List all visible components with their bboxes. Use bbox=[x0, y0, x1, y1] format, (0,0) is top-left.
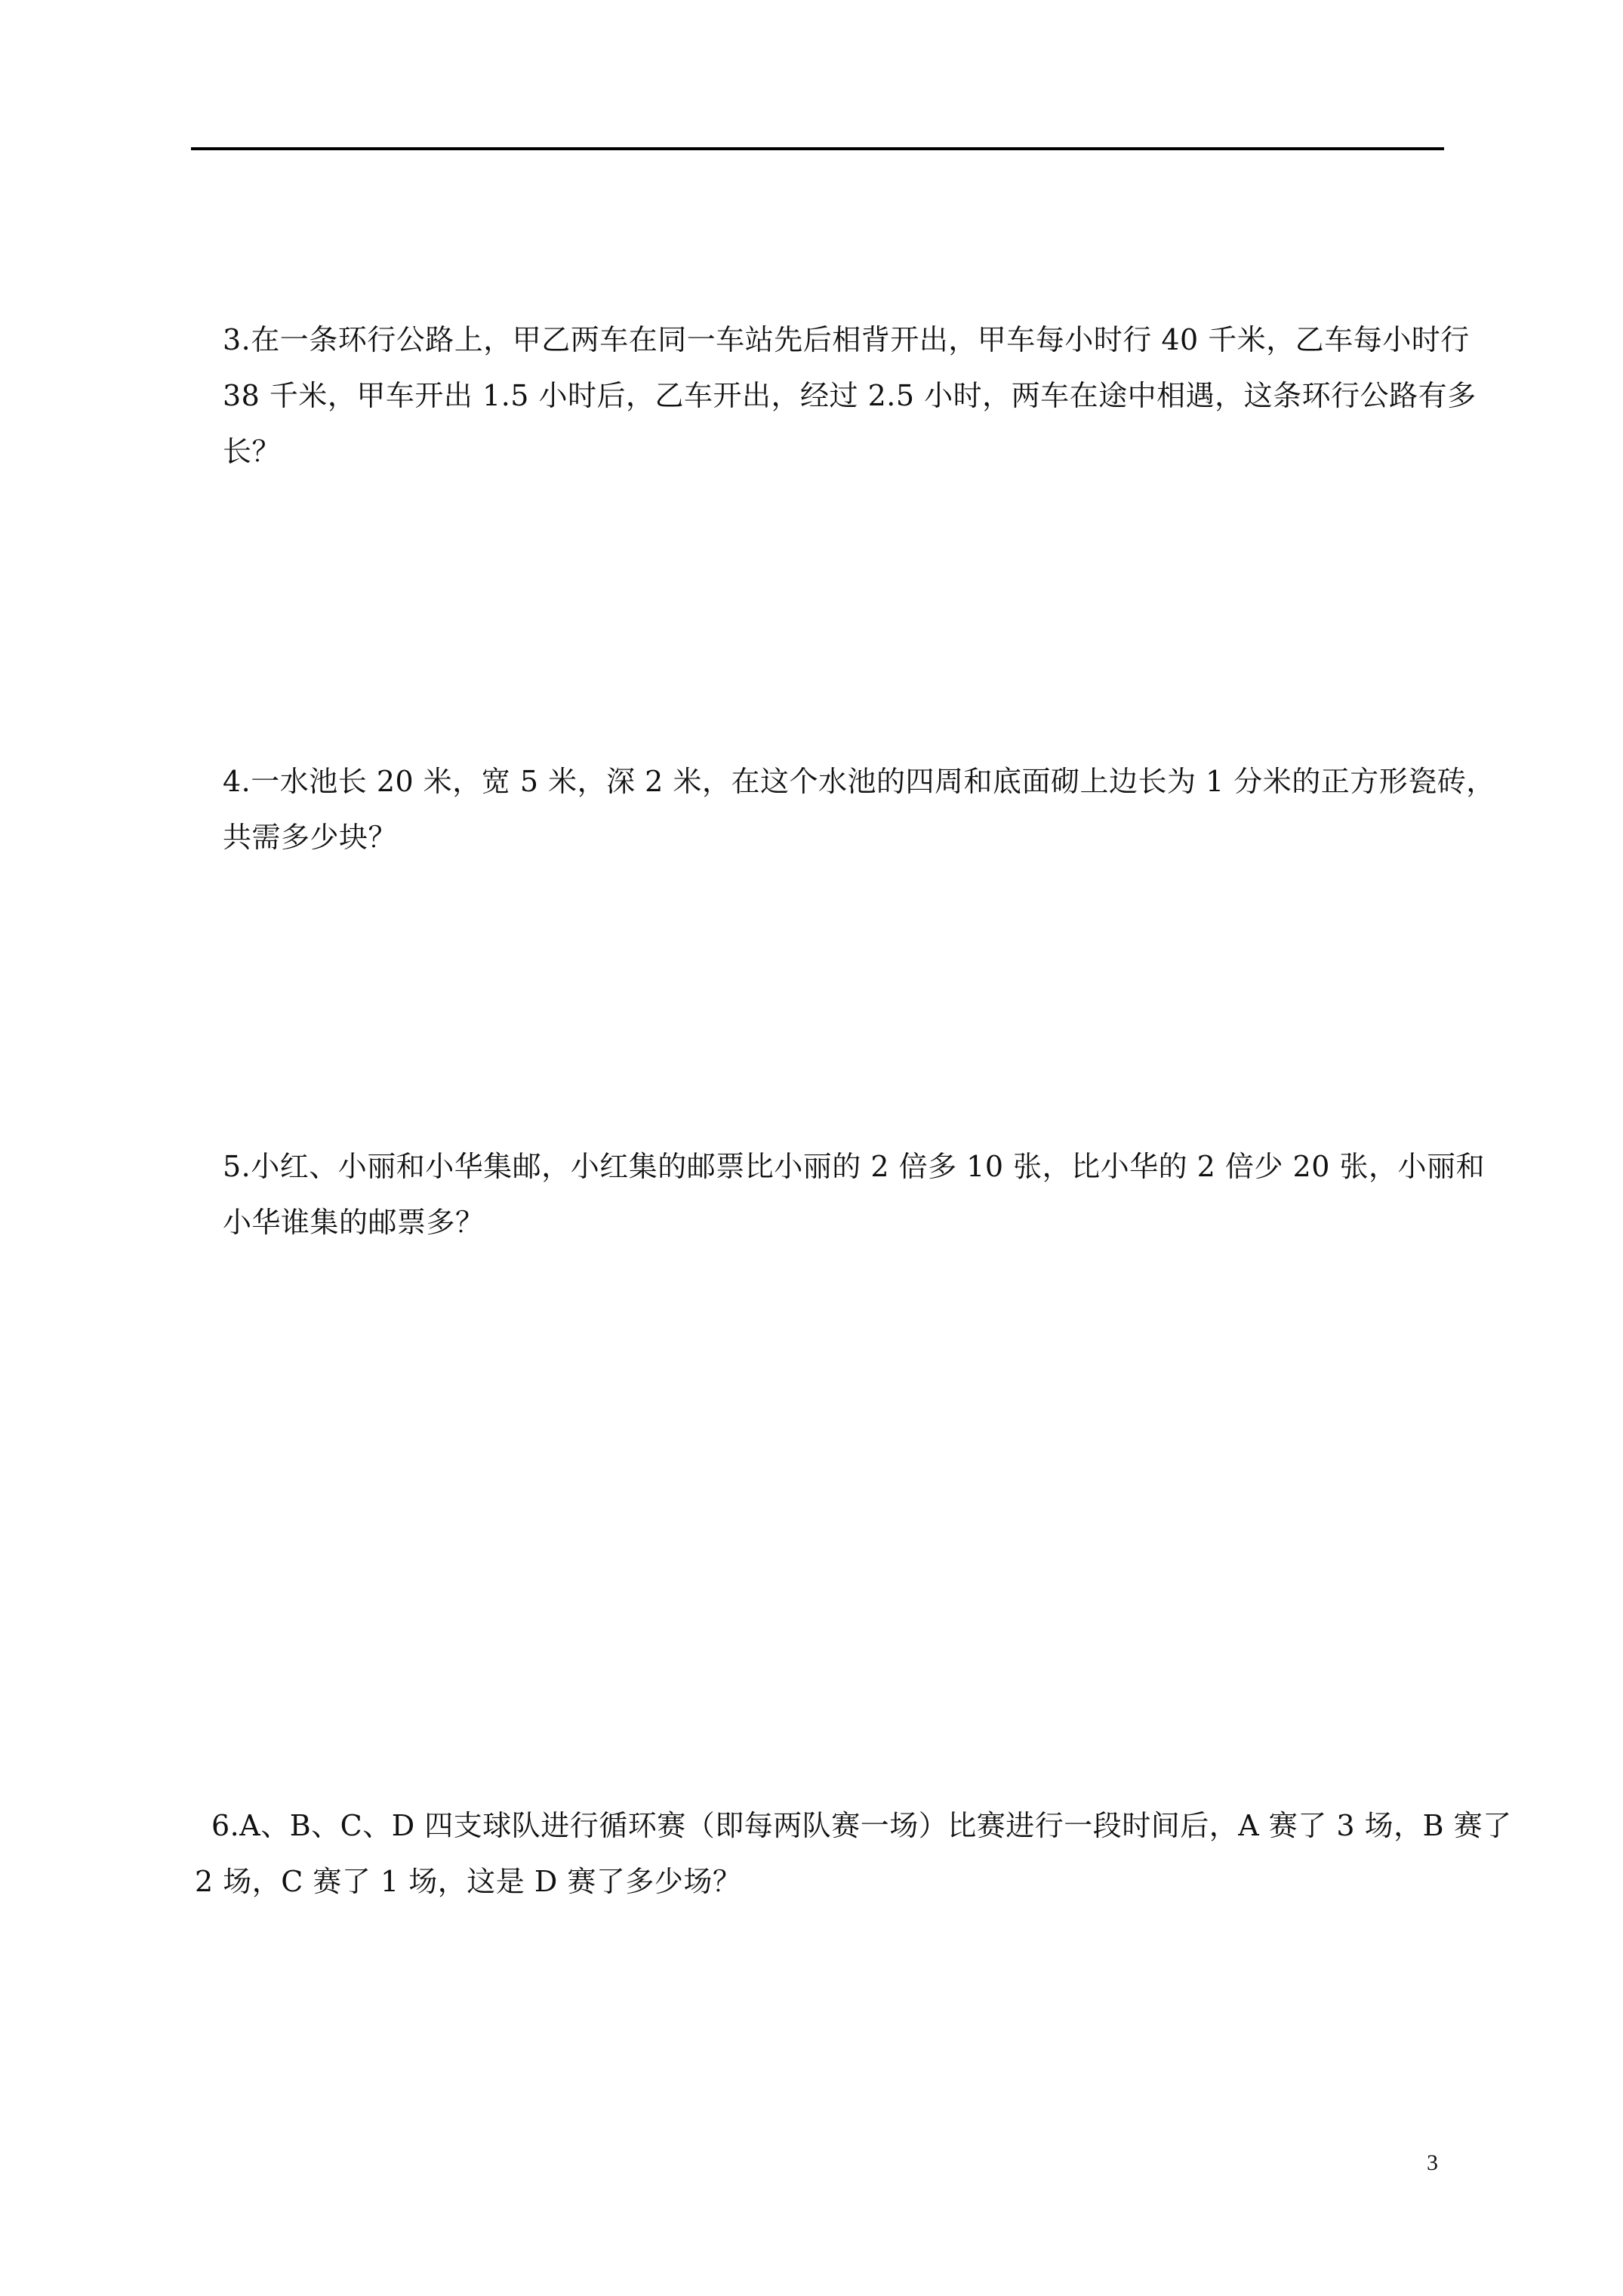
header-rule bbox=[191, 147, 1444, 150]
problem-3-line-2: 38 千米，甲车开出 1.5 小时后，乙车开出，经过 2.5 小时，两车在途中相遇，这条环行公路有多 bbox=[223, 379, 1477, 412]
problem-6 bbox=[195, 1798, 1512, 1909]
problem-6-line-1: 6.A、B、C、D 四支球队进行循环赛（即每两队赛一场）比赛进行一段时间后，A 赛了 3 场，B 赛了 bbox=[211, 1809, 1512, 1842]
problem-3-line-3: 长？ bbox=[223, 435, 282, 468]
problem-5 bbox=[223, 1139, 1485, 1250]
problem-5-line-2: 小华谁集的邮票多？ bbox=[223, 1206, 485, 1239]
problem-6-line-2: 2 场，C 赛了 1 场，这是 D 赛了多少场？ bbox=[195, 1865, 742, 1898]
page-number: 3 bbox=[1427, 2150, 1438, 2175]
problem-4-line-1: 4.一水池长 20 米，宽 5 米，深 2 米，在这个水池的四周和底面砌上边长为 1 分米的正方形瓷砖， bbox=[223, 765, 1495, 798]
problem-3-line-1: 3.在一条环行公路上，甲乙两车在同一车站先后相背开出，甲车每小时行 40 千米，乙车每小时行 bbox=[223, 323, 1470, 356]
problem-3 bbox=[223, 312, 1477, 479]
problem-4 bbox=[223, 754, 1495, 865]
problem-5-line-1: 5.小红、小丽和小华集邮，小红集的邮票比小丽的 2 倍多 10 张，比小华的 2 倍少 20 张，小丽和 bbox=[223, 1150, 1485, 1183]
problem-4-line-2: 共需多少块？ bbox=[223, 821, 398, 854]
